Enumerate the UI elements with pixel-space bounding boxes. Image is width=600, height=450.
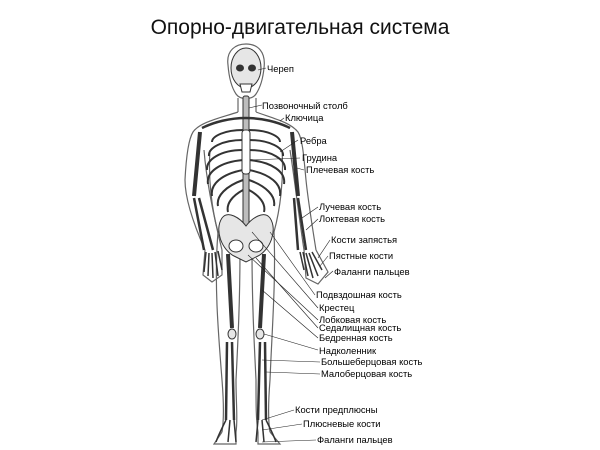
patella-bone — [228, 329, 236, 339]
label-spine: Позвоночный столб — [262, 100, 348, 111]
label-toe-phalanges: Фаланги пальцев — [317, 434, 393, 445]
label-pubis: Лобковая кость — [319, 314, 387, 325]
label-sacrum: Крестец — [319, 302, 355, 313]
label-metatarsals: Плюсневые кости — [303, 418, 381, 429]
label-fibula: Малоберцовая кость — [321, 368, 413, 379]
label-tibia: Большеберцовая кость — [321, 356, 423, 367]
label-clavicle: Ключица — [285, 112, 324, 123]
label-ischium: Седалищная кость — [319, 322, 402, 333]
label-tarsals: Кости предплюсны — [295, 404, 378, 415]
page-title: Опорно-двигательная система — [150, 16, 450, 39]
leader-lines — [248, 68, 333, 442]
label-patella: Надколенник — [319, 345, 377, 356]
label-sternum: Грудина — [302, 152, 338, 163]
label-femur: Бедренная кость — [319, 332, 393, 343]
label-finger-phalanges: Фаланги пальцев — [334, 266, 410, 277]
label-ulna: Локтевая кость — [319, 213, 386, 224]
label-ribs: Ребра — [300, 135, 327, 146]
label-humerus: Плечевая кость — [306, 164, 375, 175]
lower-leg-bones — [226, 342, 266, 420]
label-metacarpals: Пястные кости — [329, 250, 394, 261]
label-skull: Череп — [267, 63, 294, 74]
sternum-bone — [242, 130, 250, 174]
label-ilium: Подвздошная кость — [316, 289, 402, 300]
skull-bone — [231, 48, 261, 88]
foot-bones — [216, 420, 276, 442]
label-carpals: Кости запястья — [331, 234, 398, 245]
label-radius: Лучевая кость — [319, 201, 382, 212]
